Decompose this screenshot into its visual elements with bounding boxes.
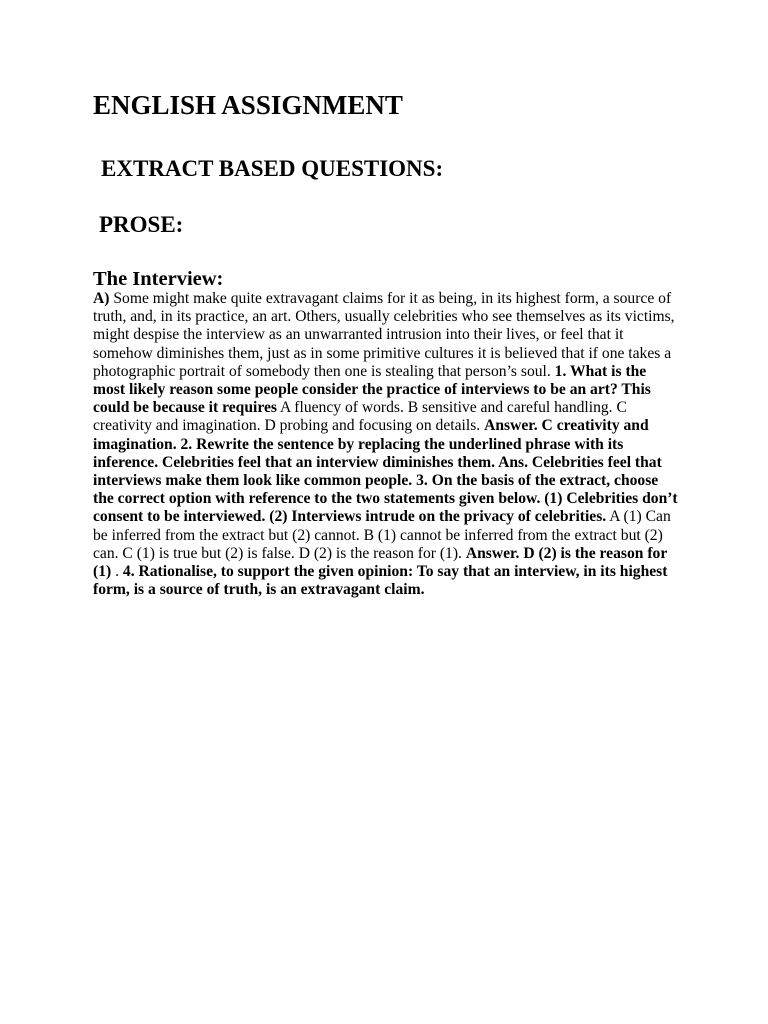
section-heading: EXTRACT BASED QUESTIONS: (101, 156, 444, 181)
question-1-options: A fluency of words. B sensitive and careful handling. C creativity and imagination. D probing and focusing on details. (93, 399, 627, 435)
question-3-answer: Answer. D (2) is the reason for (1) (93, 544, 667, 581)
extract-text: Some might make quite extravagant claims for it as being, in its highest form, a source of truth, and, in its practice, an art. Others, usually celebrities who see themselves as its victims, might despise the interview as an unwarranted intrusion into their lives, or feel that it somehow diminishes them, just as in some primitive cultures it is believed that if one takes a photographic portrait of somebody then one is stealing that person’s soul. (93, 290, 675, 380)
answer-separator: . (111, 563, 123, 581)
answer-and-questions-2-3: Answer. C creativity and imagination. 2. Rewrite the sentence by replacing the underlined phrase with its inference. Celebrities feel that an interview diminishes them. Ans. Celebrities feel that interviews make them look like common people. 3. On the basis of the extract, choose the correct option with reference to the two statements given below. (1) Celebrities don’t consent to be interviewed. (2) Interviews intrude on the privacy of celebrities. (93, 417, 678, 526)
question-4: 4. Rationalise, to support the given opinion: To say that an interview, in its highest form, is a source of truth, is an extravagant claim. (93, 563, 668, 599)
story-title: The Interview: (93, 268, 224, 290)
extract-label: A) (93, 290, 110, 307)
subsection-heading: PROSE: (99, 212, 184, 237)
question-1: 1. What is the most likely reason some people consider the practice of interviews to be an art? This could be because it requires (93, 362, 651, 417)
document-title: ENGLISH ASSIGNMENT (93, 90, 403, 120)
question-3-options: A (1) Can be inferred from the extract but (2) cannot. B (1) cannot be inferred from the extract but (2) can. C (1) is true but (2) is false. D (2) is the reason for (1). (93, 508, 671, 562)
extract-passage (93, 290, 678, 599)
